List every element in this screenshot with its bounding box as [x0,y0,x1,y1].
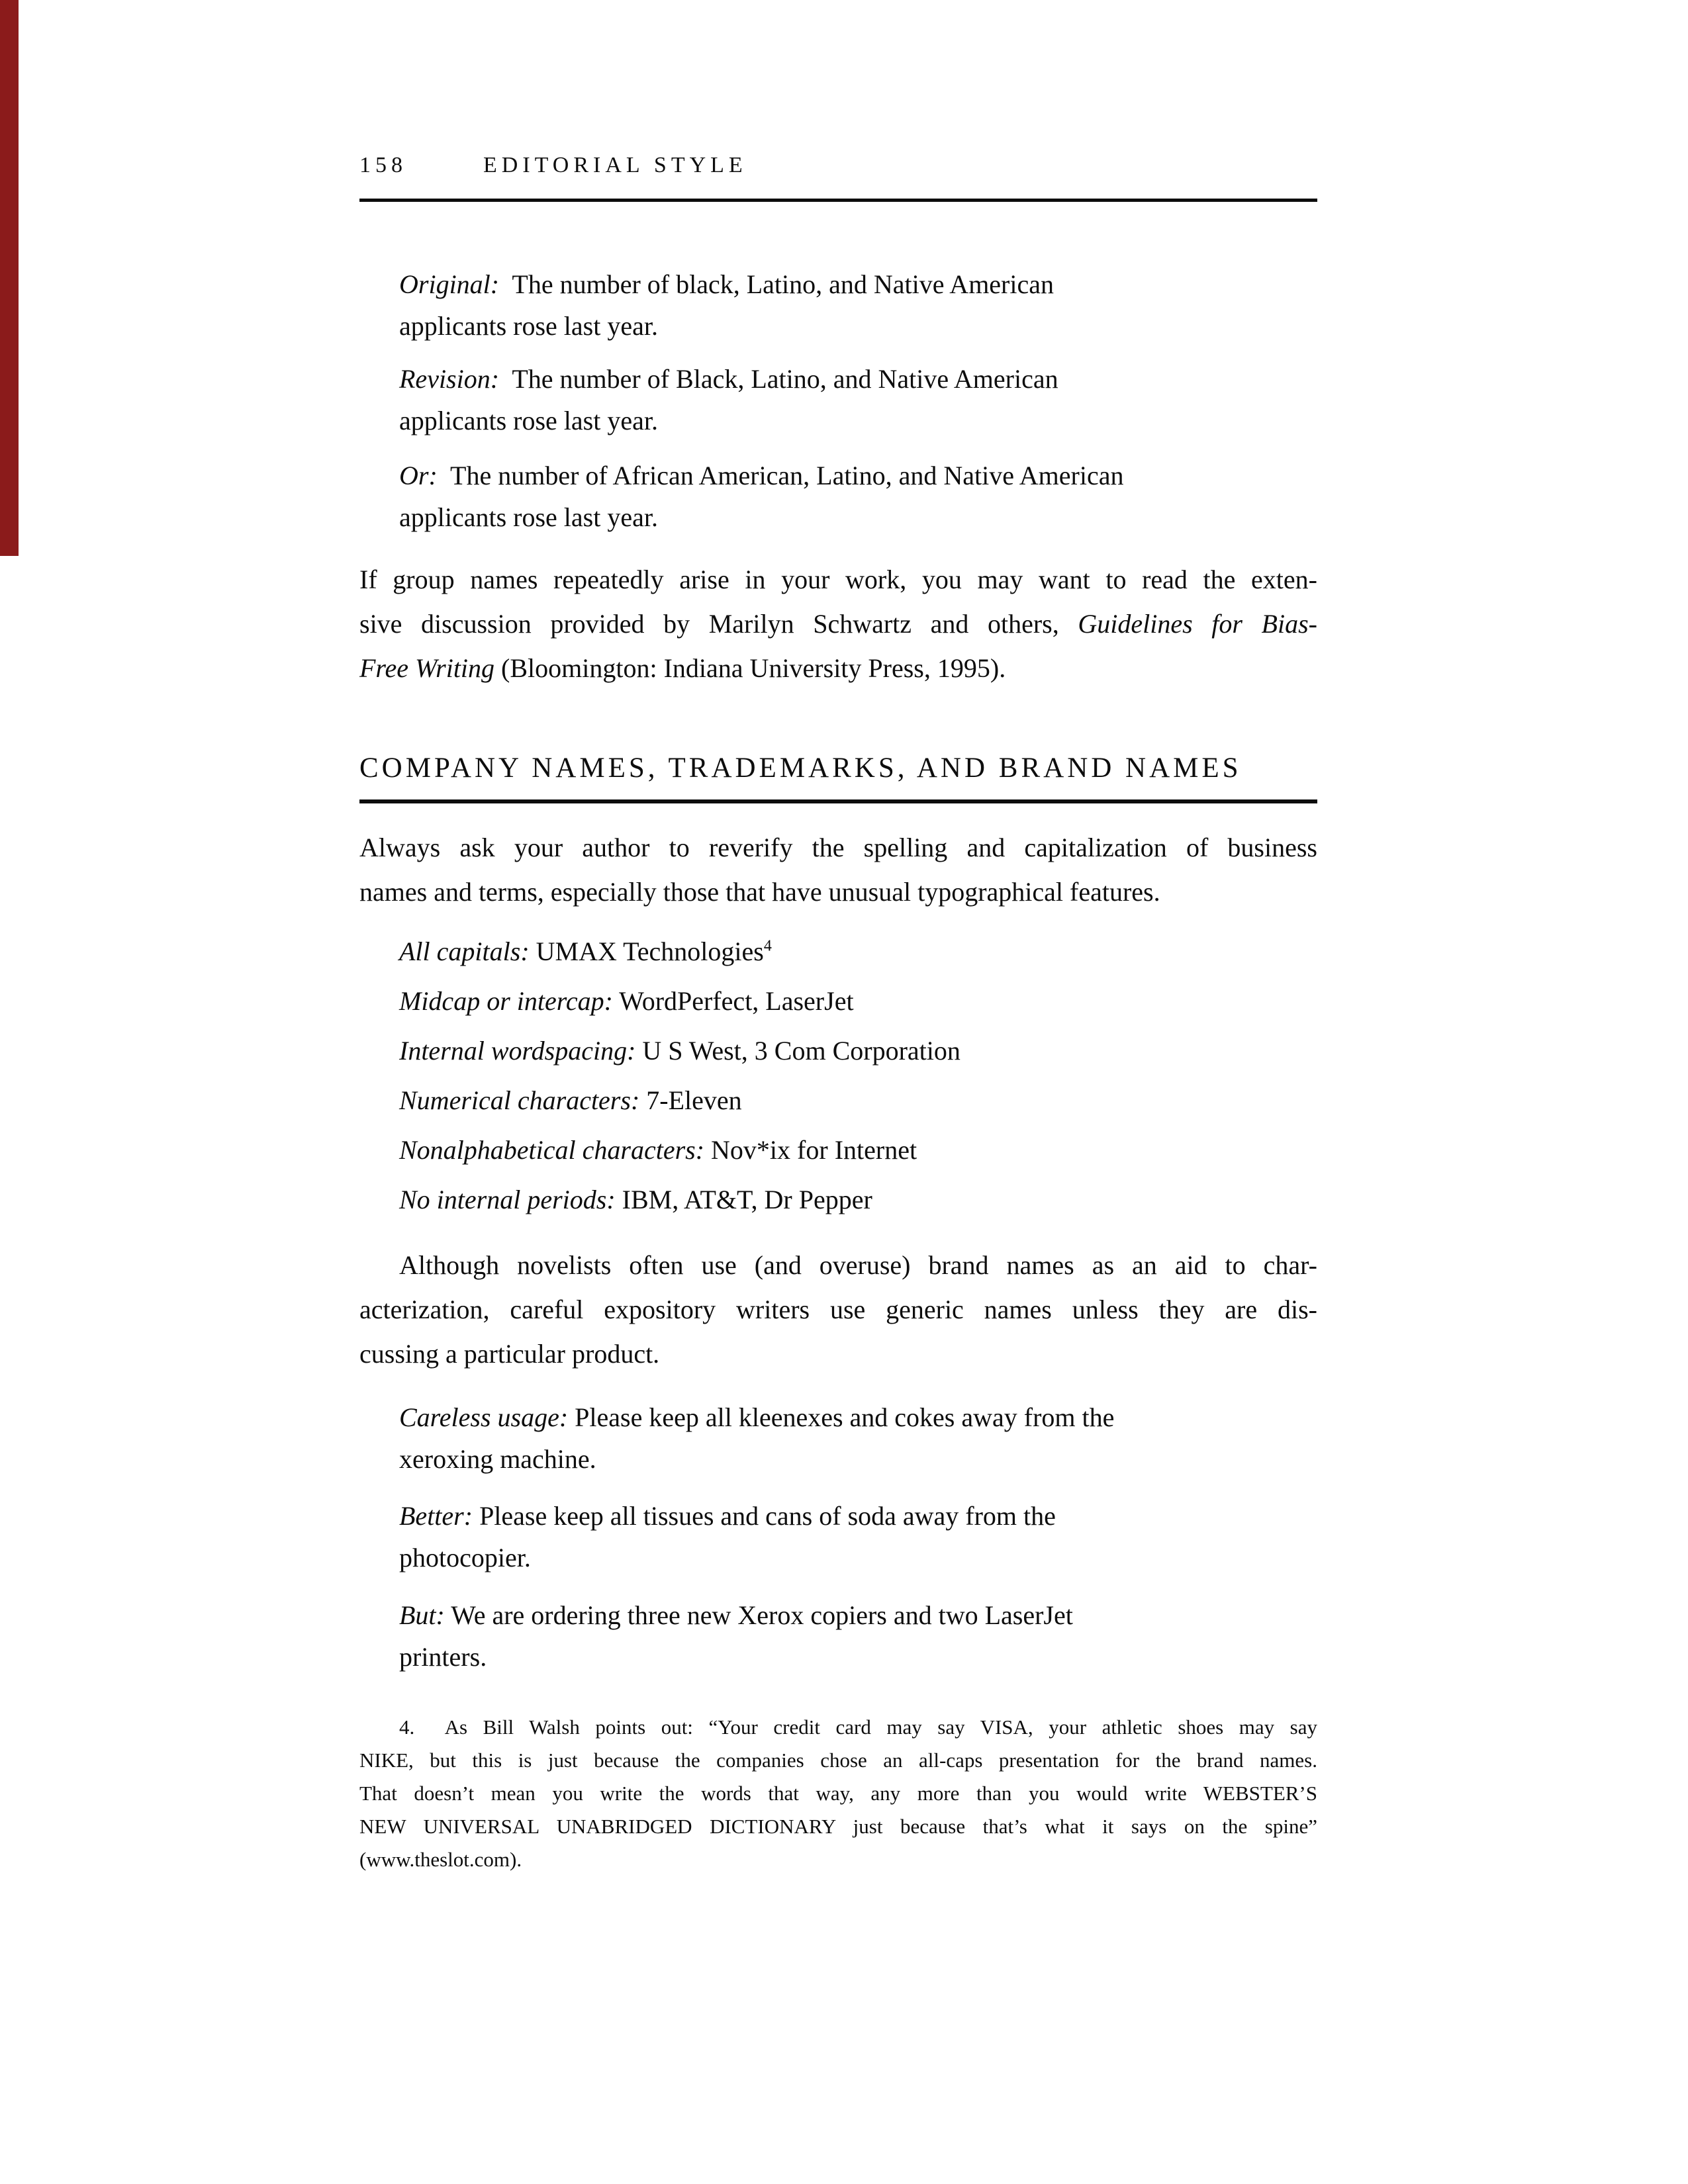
text-line [399,976,1317,1026]
text-line [399,305,1317,347]
text-line [359,1332,1317,1376]
example-or [359,455,1317,538]
text-segment: IBM, AT&T, Dr Pepper [615,1185,872,1214]
text-line [399,1175,1317,1224]
italic-text: No internal periods: [399,1185,616,1214]
text-segment: Please keep all kleenexes and cokes away from the [568,1402,1115,1432]
text-segment: sive discussion provided by Marilyn Schwartz and others, [359,609,1078,639]
left-edge-accent-bar [0,0,19,556]
brand-example-midcap [399,976,1317,1026]
text-segment: NEW UNIVERSAL UNABRIDGED DICTIONARY just because that’s what it says on the spine” [359,1815,1317,1838]
text-segment: We are ordering three new Xerox copiers and two LaserJet [444,1600,1073,1630]
text-segment: 7-Eleven [639,1085,742,1115]
italic-text: Original: [399,269,500,299]
text-segment: NIKE, but this is just because the companies chose an all-caps presentation for the brand names. [359,1749,1317,1772]
text-line [399,1075,1317,1125]
text-segment: U S West, 3 Com Corporation [635,1036,961,1066]
italic-text: But: [399,1600,445,1630]
text-line [399,496,1317,538]
text-segment: (www.theslot.com). [359,1848,522,1871]
italic-text: All capitals: [399,936,530,966]
text-segment: WordPerfect, LaserJet [612,986,854,1016]
text-line [359,602,1317,646]
text-segment: (Bloomington: Indiana University Press, 1995). [494,653,1006,683]
text-line [399,455,1317,496]
text-line [399,927,1317,976]
italic-text: Careless usage: [399,1402,569,1432]
text-segment: printers. [399,1642,487,1672]
text-line [359,1711,1317,1744]
text-line [399,358,1317,400]
text-line [399,1594,1317,1636]
text-block [359,0,1317,2184]
italic-text: Internal wordspacing: [399,1036,636,1066]
text-line [399,1495,1317,1537]
text-line [359,1243,1317,1287]
text-line [359,1843,1317,1876]
text-line [359,1777,1317,1810]
text-line [359,1744,1317,1777]
brand-example-all-capitals [399,927,1317,976]
text-segment: The number of Black, Latino, and Native American [499,364,1058,394]
brand-example-numerical-characters [399,1075,1317,1125]
text-line [359,1810,1317,1843]
text-segment: UMAX Technologies [529,936,764,966]
text-segment: Nov*ix for Internet [704,1135,917,1165]
section-heading: COMPANY NAMES, TRADEMARKS, AND BRAND NAMES [359,752,1242,784]
running-header [359,151,1317,180]
text-line [359,1287,1317,1332]
text-line [399,1026,1317,1075]
italic-text: Nonalphabetical characters: [399,1135,705,1165]
example-careless-usage [359,1396,1317,1480]
running-header-rule [359,199,1317,202]
text-segment: applicants rose last year. [399,502,658,532]
text-line [359,557,1317,602]
text-segment: The number of African American, Latino, and Native American [437,461,1124,490]
text-segment: acterization, careful expository writers use generic names unless they are dis- [359,1295,1317,1324]
text-segment: 4. As Bill Walsh points out: “Your credit card may say VISA, your athletic shoes may say [399,1715,1317,1739]
brand-example-internal-wordspacing [399,1026,1317,1075]
text-segment: names and terms, especially those that have unusual typographical features. [359,877,1160,907]
paragraph-always-ask [359,825,1317,914]
text-segment: That doesn’t mean you write the words that way, any more than you would write WEBSTER’S [359,1782,1317,1805]
text-line [359,825,1317,870]
section-heading-rule [359,799,1317,803]
italic-text: Revision: [399,364,500,394]
text-line [359,870,1317,914]
italic-text: Guidelines for Bias- [1078,609,1317,639]
italic-text: Numerical characters: [399,1085,640,1115]
text-line [399,1438,1317,1480]
text-line [399,1396,1317,1438]
brand-example-no-internal-periods [399,1175,1317,1224]
text-segment: The number of black, Latino, and Native American [499,269,1054,299]
paragraph-although-novelists [359,1243,1317,1376]
italic-text: Better: [399,1501,473,1531]
running-title: EDITORIAL STYLE [483,153,747,177]
text-line [399,400,1317,441]
brand-example-nonalphabetical-characters [399,1125,1317,1175]
italic-text: Midcap or intercap: [399,986,613,1016]
example-but [359,1594,1317,1678]
footnote-reference-superscript: 4 [763,937,772,955]
paragraph-group-names [359,557,1317,690]
text-segment: Please keep all tissues and cans of soda away from the [473,1501,1056,1531]
example-original [359,263,1317,347]
text-line [399,263,1317,305]
brand-name-examples [359,927,1317,1224]
text-segment: Always ask your author to reverify the spelling and capitalization of business [359,833,1317,862]
text-line [399,1636,1317,1678]
page-number: 158 [359,153,407,177]
text-segment: photocopier. [399,1543,531,1572]
italic-text: Or: [399,461,438,490]
text-line [399,1537,1317,1578]
text-segment: applicants rose last year. [399,311,658,341]
italic-text: Free Writing [359,653,495,683]
text-segment: If group names repeatedly arise in your work, you may want to read the exten- [359,565,1317,594]
text-segment: xeroxing machine. [399,1444,596,1474]
example-revision [359,358,1317,441]
text-line [359,646,1317,690]
example-better [359,1495,1317,1578]
text-line [399,1125,1317,1175]
text-segment: cussing a particular product. [359,1339,660,1369]
footnote [359,1711,1317,1876]
text-segment: Although novelists often use (and overuse) brand names as an aid to char- [399,1250,1317,1280]
text-segment: applicants rose last year. [399,406,658,435]
